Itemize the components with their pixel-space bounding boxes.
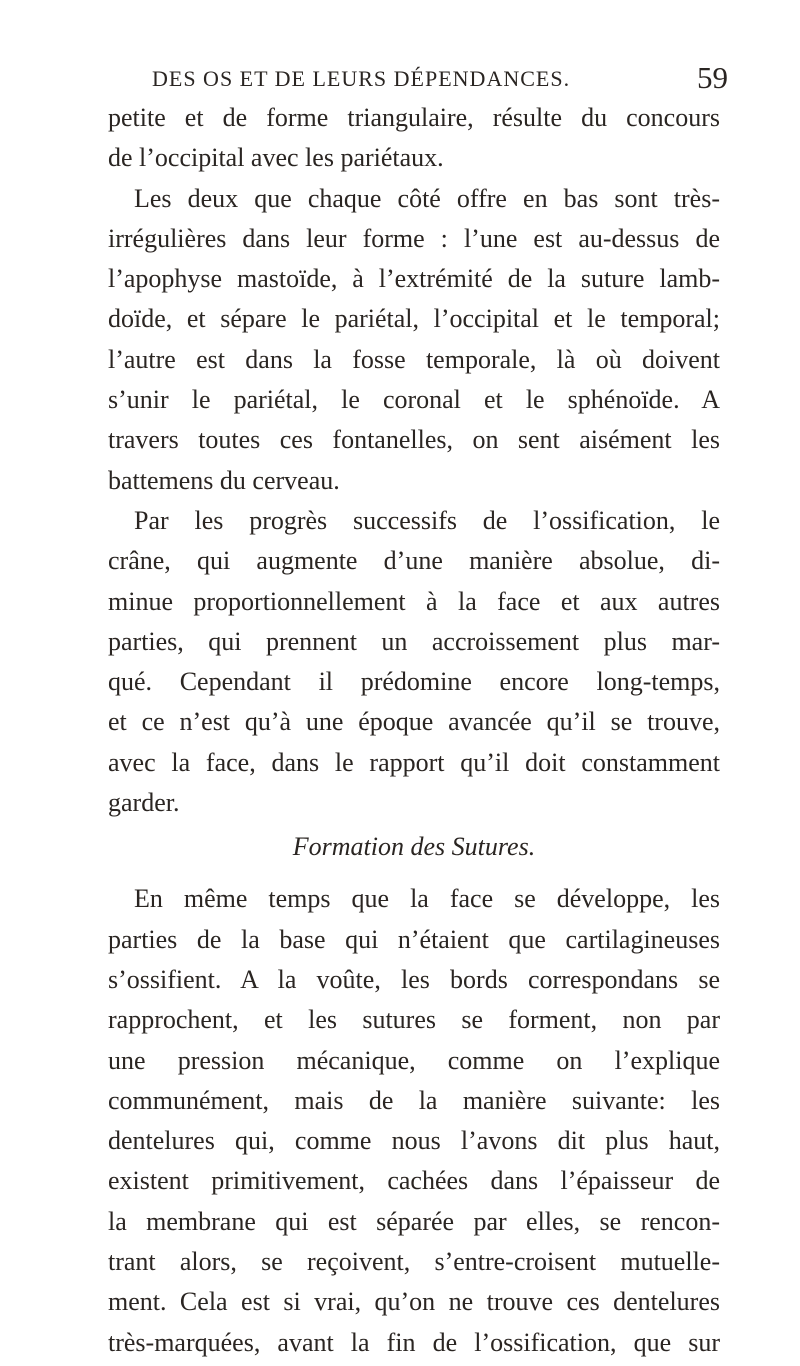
text-line: ment. Cela est si vrai, qu’on ne trouve ces dentelures: [108, 1287, 720, 1317]
running-header: [108, 58, 728, 96]
text-line: qué. Cependant il prédomine encore long-temps,: [108, 667, 720, 697]
text-line: parties de la base qui n’étaient que cartilagineuses: [108, 924, 720, 954]
text-line: irrégulières dans leur forme : l’une est au-dessus de: [108, 223, 720, 253]
text-line: garder.: [108, 788, 180, 818]
text-line: s’ossifient. A la voûte, les bords correspondans se: [108, 964, 720, 994]
text-line: minue proportionnellement à la face et aux autres: [108, 586, 720, 616]
text-line: avec la face, dans le rapport qu’il doit constamment: [108, 747, 720, 777]
text-line: Par les progrès successifs de l’ossification, le: [134, 505, 720, 535]
text-line: En même temps que la face se développe, les: [134, 884, 720, 914]
text-line: l’autre est dans la fosse temporale, là où doivent: [108, 344, 720, 374]
text-line: de l’occipital avec les pariétaux.: [108, 143, 444, 173]
text-line: très-marquées, avant la fin de l’ossification, que sur: [108, 1327, 720, 1357]
text-line: crâne, qui augmente d’une manière absolue, di-: [108, 546, 720, 576]
text-line: trant alors, se reçoivent, s’entre-croisent mutuelle-: [108, 1247, 720, 1277]
paragraph-3: [108, 501, 720, 823]
text-line: battemens du cerveau.: [108, 465, 340, 495]
text-line: Les deux que chaque côté offre en bas sont très-: [134, 183, 720, 213]
text-line: petite et de forme triangulaire, résulte du concours: [108, 103, 720, 132]
paragraph-2: [108, 179, 720, 501]
paragraph-4: [108, 879, 720, 1363]
page-number: 59: [697, 60, 728, 95]
text-line: parties, qui prennent un accroissement plus mar-: [108, 626, 720, 656]
text-line: la membrane qui est séparée par elles, se rencon-: [108, 1206, 720, 1236]
text-line: l’apophyse mastoïde, à l’extrémité de la suture lamb-: [108, 264, 720, 294]
text-line: rapprochent, et les sutures se forment, non par: [108, 1005, 720, 1035]
text-line: doïde, et sépare le pariétal, l’occipital et le temporal;: [108, 304, 720, 334]
running-title: DES OS ET DE LEURS DÉPENDANCES.: [152, 66, 571, 91]
book-page: [108, 58, 728, 1363]
section-heading: Formation des Sutures.: [292, 832, 536, 862]
paragraph-1: [108, 98, 720, 179]
text-line: et ce n’est qu’à une époque avancée qu’il se trouve,: [108, 707, 720, 737]
text-line: une pression mécanique, comme on l’explique: [108, 1045, 720, 1075]
text-line: existent primitivement, cachées dans l’épaisseur de: [108, 1166, 720, 1196]
text-line: communément, mais de la manière suivante: les: [108, 1085, 720, 1115]
text-line: dentelures qui, comme nous l’avons dit plus haut,: [108, 1126, 720, 1156]
text-line: s’unir le pariétal, le coronal et le sphénoïde. A: [108, 385, 720, 415]
text-line: travers toutes ces fontanelles, on sent aisément les: [108, 425, 720, 455]
